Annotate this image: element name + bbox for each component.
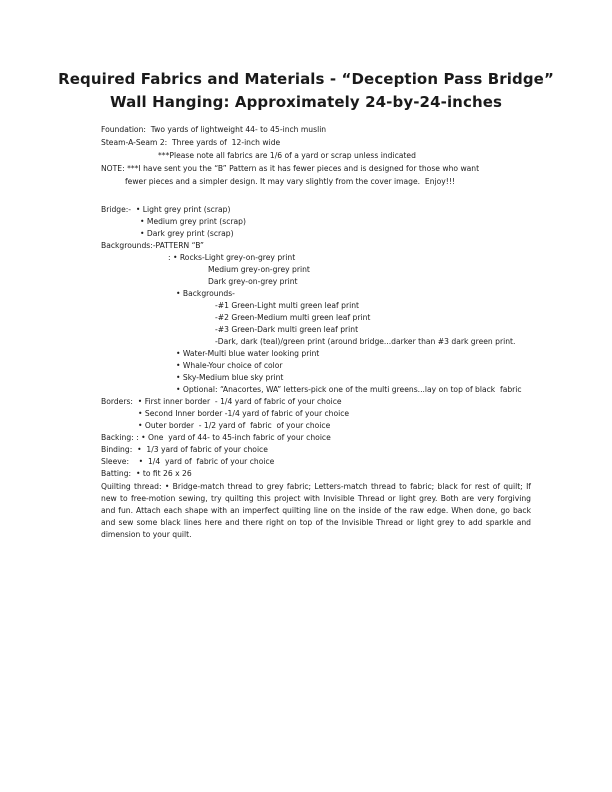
green-line-4: -Dark, dark (teal)/green print (around bridge...darker than #3 dark green print. (215, 337, 516, 346)
bridge-line-3: • Dark grey print (scrap) (140, 229, 234, 238)
quilting-paragraph: Quilting thread: • Bridge-match thread to grey fabric; Letters-match thread to fabric; black for rest of quilt; If new to free-motion sewing, try quilting this project with Invisible Thread or light grey. Both are very forgiving and fun. Attach each shape with an imperfect quilting line on the inside of the raw edge. When done, go back and sew some black lines here and there right on top of the Invisible Thread or light grey to add sparkle and dimension to your quilt. (101, 482, 531, 539)
sky-line: • Sky-Medium blue sky print (176, 373, 284, 382)
binding-line: Binding: • 1/3 yard of fabric of your choice (101, 445, 268, 454)
green-line-1: -#1 Green-Light multi green leaf print (215, 301, 359, 310)
green-line-3: -#3 Green-Dark multi green leaf print (215, 325, 359, 334)
backgrounds-header: Backgrounds:-PATTERN “B” (101, 241, 204, 250)
steam-line: Steam-A-Seam 2: Three yards of 12-inch wide (101, 138, 281, 147)
whale-line: • Whale-Your choice of color (176, 361, 283, 370)
backgrounds-sub: • Backgrounds- (176, 289, 235, 298)
rocks-line-2: Medium grey-on-grey print (208, 265, 310, 274)
note-line-1: NOTE: ***I have sent you the “B” Pattern as it has fewer pieces and is designed for those who want (101, 164, 480, 173)
borders-line-2: • Second Inner border -1/4 yard of fabric of your choice (138, 409, 350, 418)
backing-line: Backing: : • One yard of 44- to 45-inch fabric of your choice (101, 433, 331, 442)
title-line-2: Wall Hanging: Approximately 24-by-24-inches (109, 93, 503, 111)
note-line-2: fewer pieces and a simpler design. It may vary slightly from the cover image. Enjoy!!! (125, 177, 455, 186)
rocks-line-3: Dark grey-on-grey print (208, 277, 298, 286)
batting-line: Batting: • to fit 26 x 26 (101, 469, 192, 478)
bridge-line-1: Bridge:- • Light grey print (scrap) (101, 205, 231, 214)
water-line: • Water-Multi blue water looking print (176, 349, 320, 358)
foundation-line: Foundation: Two yards of lightweight 44- to 45-inch muslin (101, 125, 327, 134)
bridge-line-2: • Medium grey print (scrap) (140, 217, 246, 226)
please-note-line: ***Please note all fabrics are 1/6 of a yard or scrap unless indicated (158, 151, 416, 160)
title-line-1: Required Fabrics and Materials - “Deception Pass Bridge” (58, 70, 554, 88)
borders-line-1: Borders: • First inner border - 1/4 yard of fabric of your choice (101, 397, 342, 406)
green-line-2: -#2 Green-Medium multi green leaf print (215, 313, 371, 322)
optional-line: • Optional: “Anacortes, WA” letters-pick one of the multi greens...lay on top of black fabric (176, 385, 522, 394)
borders-line-3: • Outer border - 1/2 yard of fabric of your choice (138, 421, 331, 430)
rocks-line-1: : • Rocks-Light grey-on-grey print (168, 253, 296, 262)
sleeve-line: Sleeve: • 1/4 yard of fabric of your choice (101, 457, 275, 466)
